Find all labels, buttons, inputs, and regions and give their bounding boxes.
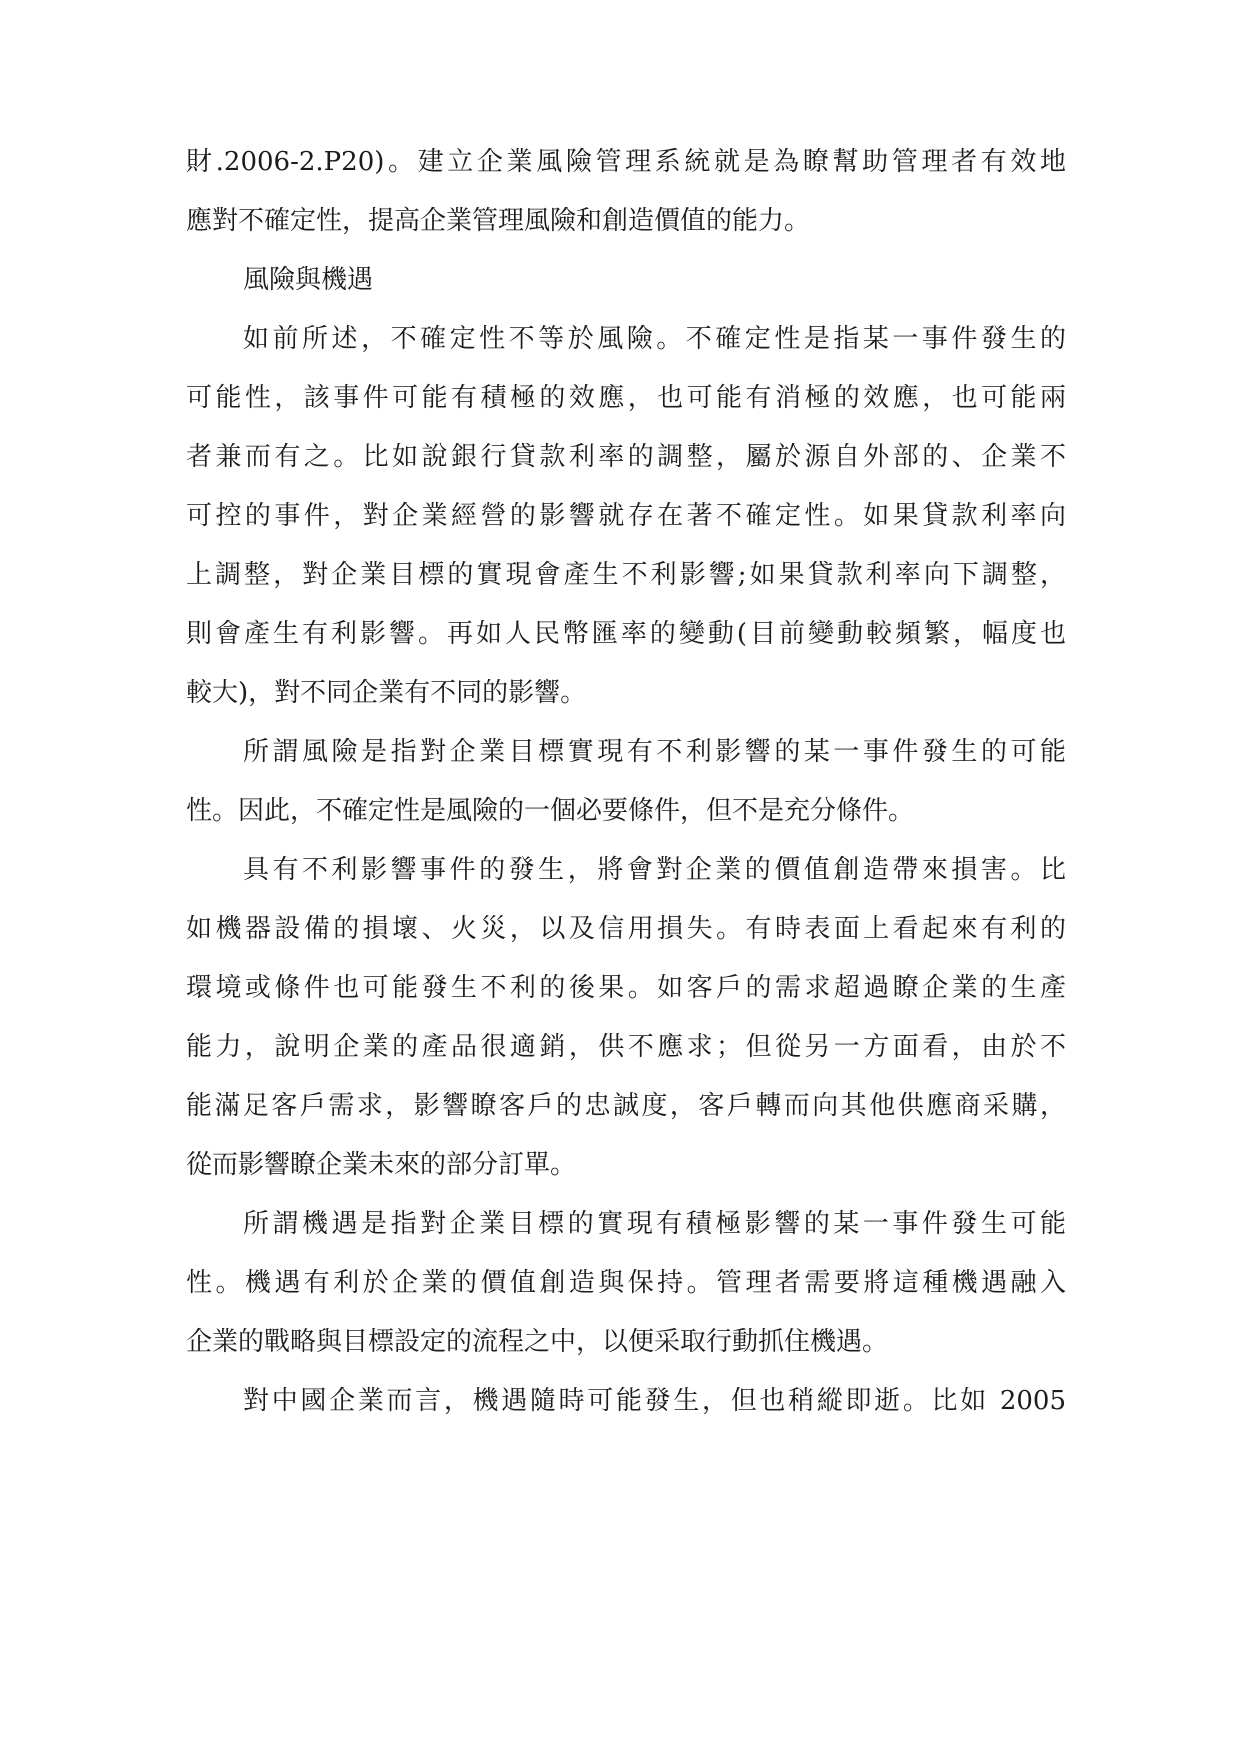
text-line: 財.2006-2.P20)。建立企業風險管理系統就是為瞭幫助管理者有效地 — [186, 147, 1066, 177]
text-line: 應對不確定性，提高企業管理風險和創造價值的能力。 — [186, 206, 811, 236]
text-line: 所謂風險是指對企業目標實現有不利影響的某一事件發生的可能 — [243, 737, 1066, 767]
text-line: 所謂機遇是指對企業目標的實現有積極影響的某一事件發生可能 — [243, 1209, 1066, 1239]
text-line: 可控的事件，對企業經營的影響就存在著不確定性。如果貸款利率向 — [186, 501, 1066, 531]
text-line: 上調整，對企業目標的實現會產生不利影響;如果貸款利率向下調整， — [186, 560, 1066, 590]
text-line: 能滿足客戶需求，影響瞭客戶的忠誠度，客戶轉而向其他供應商采購， — [186, 1091, 1066, 1121]
text-line: 可能性，該事件可能有積極的效應，也可能有消極的效應，也可能兩 — [186, 383, 1066, 413]
text-line: 如機器設備的損壞、火災，以及信用損失。有時表面上看起來有利的 — [186, 914, 1066, 944]
text-line: 企業的戰略與目標設定的流程之中，以便采取行動抓住機遇。 — [186, 1327, 889, 1357]
text-line: 能力，說明企業的產品很適銷，供不應求；但從另一方面看，由於不 — [186, 1032, 1066, 1062]
section-heading: 風險與機遇 — [243, 265, 374, 295]
text-line: 較大)，對不同企業有不同的影響。 — [186, 678, 587, 708]
text-line: 如前所述，不確定性不等於風險。不確定性是指某一事件發生的 — [243, 324, 1066, 354]
text-line: 從而影響瞭企業未來的部分訂單。 — [186, 1150, 577, 1180]
text-line: 者兼而有之。比如說銀行貸款利率的調整，屬於源自外部的、企業不 — [186, 442, 1066, 472]
text-line: 性。因此，不確定性是風險的一個必要條件，但不是充分條件。 — [186, 796, 915, 826]
text-line: 對中國企業而言，機遇隨時可能發生，但也稍縱即逝。比如 2005 — [243, 1386, 1066, 1416]
text-line: 則會產生有利影響。再如人民幣匯率的變動(目前變動較頻繁，幅度也 — [186, 619, 1066, 649]
text-line: 具有不利影響事件的發生，將會對企業的價值創造帶來損害。比 — [243, 855, 1066, 885]
text-line: 環境或條件也可能發生不利的後果。如客戶的需求超過瞭企業的生產 — [186, 973, 1066, 1003]
text-line: 性。機遇有利於企業的價值創造與保持。管理者需要將這種機遇融入 — [186, 1268, 1066, 1298]
